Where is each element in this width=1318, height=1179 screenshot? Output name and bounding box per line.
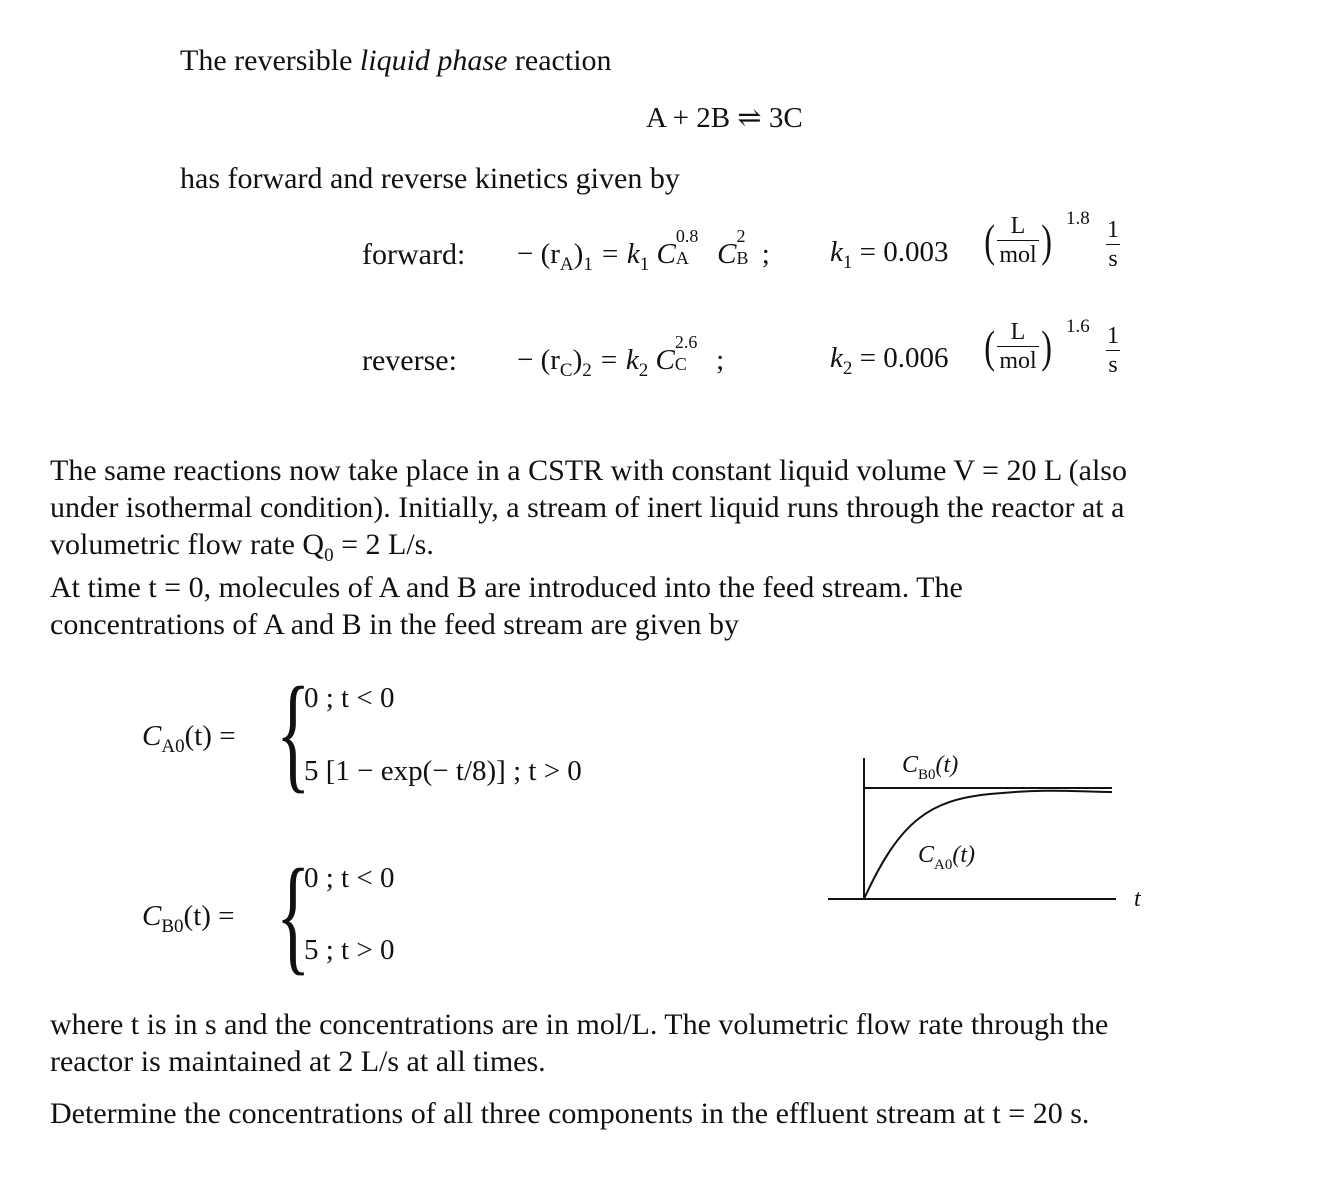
ca0-brace: { (276, 661, 311, 805)
cstr-paragraph-line-1: The same reactions now take place in a CSTR with constant liquid volume V = 20 L (also (50, 454, 1127, 487)
question-line: Determine the concentrations of all three components in the effluent stream at t = 20 s. (50, 1097, 1090, 1130)
forward-unit-denominator: mol (999, 242, 1037, 268)
reverse-cc-exponent: 2.6 (674, 332, 698, 352)
forward-semicolon: ; (754, 238, 770, 270)
reverse-unit-numerator: L (1010, 319, 1026, 345)
ca0-symbol: C (142, 720, 162, 752)
forward-rate-species: A (559, 254, 574, 275)
reverse-time-unit (1105, 324, 1121, 377)
ca0-lhs (142, 720, 236, 758)
intro-line-1 (180, 42, 612, 79)
forward-k1-units: ( $\frac{L}{\text{mol}}$ ) (984, 213, 1052, 268)
forward-label: forward: (362, 238, 466, 271)
forward-rate-eq: = k (592, 238, 640, 270)
cstr-paragraph-line-2: under isothermal condition). Initially, a stream of inert liquid runs through the reactor at a (50, 491, 1125, 524)
intro-text-end: reaction (507, 44, 612, 77)
reverse-k-index: 2 (638, 360, 649, 381)
forward-cb-exponent: 2 (736, 226, 746, 246)
forward-time-denominator: s (1108, 246, 1118, 272)
sketch-axis-label-t: t (1134, 886, 1141, 912)
reverse-rate-close: ) (572, 344, 583, 376)
flow-rate-text: volumetric flow rate Q (50, 528, 325, 561)
forward-cb: C (709, 238, 737, 270)
reverse-k2-value (830, 342, 948, 380)
flow-rate-subscript: 0 (324, 545, 334, 566)
cb0-arg: (t) = (183, 900, 235, 932)
cb0-lhs (142, 900, 235, 938)
reverse-k2-units: ( $\frac{L}{\text{mol}}$ ) (984, 319, 1052, 374)
cb0-case-2: 5 ; t > 0 (304, 934, 395, 966)
closing-line-2: reactor is maintained at 2 L/s at all times. (50, 1045, 546, 1078)
forward-k-symbol: k (830, 236, 843, 268)
forward-k-number: = 0.003 (852, 236, 949, 268)
forward-k-index: 1 (639, 254, 650, 275)
forward-rate-index: 1 (583, 254, 593, 275)
intro-line-2: has forward and reverse kinetics given by (180, 162, 680, 195)
reverse-cc: C (648, 344, 675, 376)
sketch-label-ca0: $C_{A0}(t)$ (918, 842, 976, 873)
forward-k1-value (830, 236, 948, 274)
reverse-label: reverse: (362, 344, 457, 377)
reverse-time-denominator: s (1108, 352, 1118, 378)
flow-rate-value: = 2 L/s. (333, 528, 434, 561)
forward-k-symbol-index: 1 (842, 252, 853, 273)
reverse-k-symbol: k (830, 342, 843, 374)
forward-time-unit (1105, 218, 1121, 271)
closing-line-1: where t is in s and the concentrations are in mol/L. The volumetric flow rate through the (50, 1008, 1109, 1041)
sketch-ca0-curve (864, 791, 1112, 899)
intro-emphasis: liquid phase (359, 44, 508, 77)
forward-rate-lhs: − (r (517, 238, 560, 270)
cb0-subscript: B0 (161, 916, 184, 937)
cb0-case-1: 0 ; t < 0 (304, 862, 395, 894)
cb0-symbol: C (142, 900, 162, 932)
forward-ca: C (649, 238, 676, 270)
reverse-k-number: = 0.006 (852, 342, 949, 374)
forward-rate-close: ) (573, 238, 584, 270)
ca0-case-2: 5 [1 − exp(− t/8)] ; t > 0 (304, 755, 582, 787)
reverse-rate-eq: = k (591, 344, 639, 376)
feed-profile-sketch (820, 740, 1180, 920)
forward-time-numerator: 1 (1107, 217, 1119, 243)
reverse-time-numerator: 1 (1107, 323, 1119, 349)
reverse-unit-exponent: 1.6 (1066, 316, 1090, 337)
reverse-cc-species: C (674, 354, 687, 374)
feed-intro-line-2: concentrations of A and B in the feed stream are given by (50, 608, 739, 641)
reverse-rate-lhs: − (r (517, 344, 560, 376)
forward-ca-species: A (675, 248, 689, 268)
feed-intro-line-1: At time t = 0, molecules of A and B are introduced into the feed stream. The (50, 571, 963, 604)
forward-cb-species: B (736, 248, 749, 268)
reverse-rate-expression (517, 332, 725, 382)
sketch-label-cb0: $C_{B0}(t)$ (902, 752, 959, 783)
intro-text: The reversible (180, 44, 360, 77)
forward-ca-exponent: 0.8 (675, 226, 699, 246)
reverse-k-symbol-index: 2 (842, 358, 853, 379)
reverse-unit-denominator: mol (999, 348, 1037, 374)
reverse-rate-index: 2 (582, 360, 592, 381)
ca0-subscript: A0 (161, 736, 185, 757)
cb0-brace: { (276, 843, 311, 987)
reverse-rate-species: C (559, 360, 573, 381)
forward-unit-numerator: L (1010, 213, 1026, 239)
reverse-semicolon: ; (708, 344, 725, 376)
ca0-case-1: 0 ; t < 0 (304, 682, 395, 714)
ca0-arg: (t) = (184, 720, 236, 752)
reaction-equation: A + 2B ⇌ 3C (646, 102, 803, 134)
forward-rate-expression (517, 226, 770, 276)
cstr-paragraph-line-3 (50, 526, 434, 574)
forward-unit-exponent: 1.8 (1066, 208, 1090, 229)
